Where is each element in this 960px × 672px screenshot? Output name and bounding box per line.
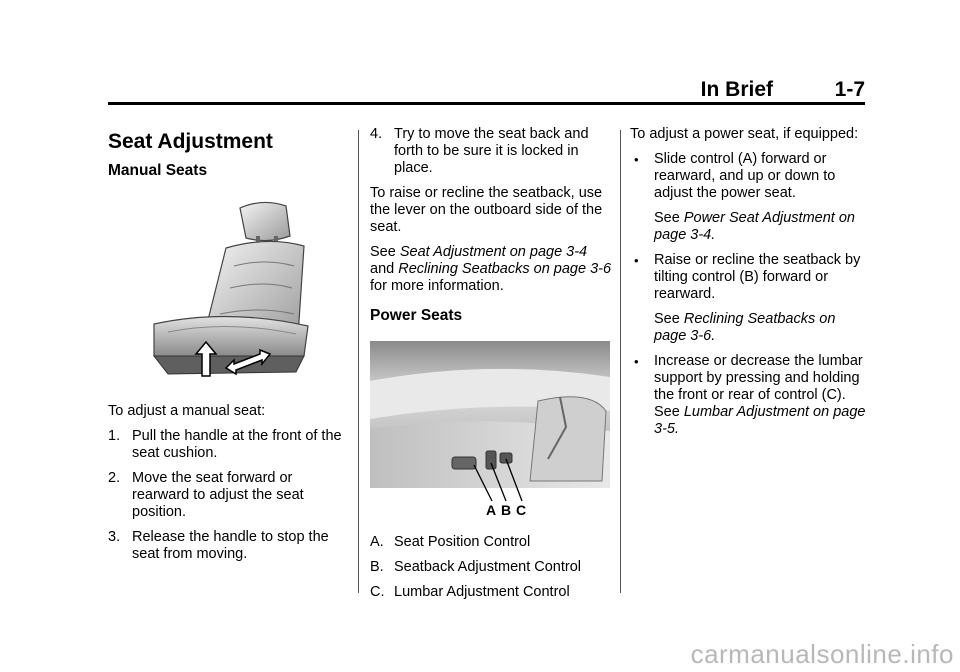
reference-link-reclining[interactable]: Reclining Seatbacks on page 3-6	[398, 261, 612, 277]
step-2	[108, 470, 348, 521]
bullet-lumbar-control	[630, 353, 868, 438]
column-divider-2	[620, 130, 621, 593]
page-header	[108, 78, 865, 102]
step-number: 4.	[370, 126, 383, 142]
caption-text: Seatback Adjustment Control	[394, 559, 581, 575]
manual-intro: To adjust a manual seat:	[108, 403, 266, 419]
bullet-reference	[630, 311, 868, 345]
caption-b	[370, 559, 612, 576]
header-rule	[108, 102, 865, 105]
section-title: In Brief	[700, 78, 773, 101]
caption-letter: C.	[370, 584, 385, 600]
watermark: carmanualsonline.info	[690, 639, 954, 669]
manual-seats-heading: Manual Seats	[108, 162, 208, 179]
recline-text: To raise or recline the seatback, use the lever on the outboard side of the seat.	[370, 185, 603, 235]
step-text: Release the handle to stop the seat from moving.	[132, 529, 329, 562]
bullet-text: Raise or recline the seatback by tilting control (B) forward or rearward.	[654, 252, 861, 302]
reference-link-seat-adjustment[interactable]: Seat Adjustment on page 3-4	[399, 244, 588, 260]
caption-c	[370, 584, 612, 601]
reference-link-reclining-seatbacks[interactable]: Reclining Seatbacks on page 3-6.	[654, 311, 836, 344]
bullet-slide-control	[630, 151, 868, 202]
step-number: 1.	[108, 428, 121, 444]
bullet-glyph: •	[634, 152, 639, 167]
see-label: See	[654, 311, 680, 327]
caption-letter: A.	[370, 534, 384, 550]
column-divider-1	[358, 130, 359, 593]
and-label: and	[370, 261, 395, 277]
caption-letter: B.	[370, 559, 384, 575]
figure-label-c: C	[516, 502, 527, 518]
step-1	[108, 428, 348, 462]
column-3	[630, 118, 868, 446]
see-label: See	[654, 210, 680, 226]
step-text: Move the seat forward or rearward to adjust the seat position.	[132, 470, 304, 520]
reference-link-power-seat-adjustment[interactable]: Power Seat Adjustment on page 3-4.	[654, 210, 855, 243]
power-intro: To adjust a power seat, if equipped:	[630, 126, 859, 142]
power-seat-controls-illustration	[370, 341, 610, 519]
bullet-glyph: •	[634, 253, 639, 268]
figure-label-a: A	[486, 502, 497, 518]
reference-link-lumbar-adjustment[interactable]: Lumbar Adjustment on page 3-5.	[654, 404, 866, 437]
caption-text: Seat Position Control	[394, 534, 531, 550]
bullet-text: Increase or decrease the lumbar support by pressing and holding the front or rear of control (C).	[654, 353, 863, 403]
figure-label-b: B	[501, 502, 512, 518]
step-text: Pull the handle at the front of the seat cushion.	[132, 428, 342, 461]
step-number: 2.	[108, 470, 121, 486]
manual-seat-illustration	[108, 196, 348, 386]
column-2	[370, 118, 612, 609]
bullet-text: Slide control (A) forward or rearward, and up or down to adjust the power seat.	[654, 151, 836, 201]
step-number: 3.	[108, 529, 121, 545]
step-text: Try to move the seat back and forth to be sure it is locked in place.	[394, 126, 589, 176]
seat-adjustment-heading: Seat Adjustment	[108, 130, 273, 153]
step-3	[108, 529, 348, 563]
bullet-glyph: •	[634, 354, 639, 369]
power-seats-heading: Power Seats	[370, 307, 463, 324]
caption-a	[370, 534, 612, 551]
reference-paragraph	[370, 244, 612, 295]
caption-text: Lumbar Adjustment Control	[394, 584, 570, 600]
more-info-label: for more information.	[370, 278, 504, 294]
bullet-recline-control	[630, 252, 868, 303]
see-label: See	[370, 244, 396, 260]
see-label: See	[654, 404, 680, 420]
column-1	[108, 118, 348, 571]
bullet-reference	[630, 210, 868, 244]
step-4	[370, 126, 612, 177]
page-number: 1-7	[834, 78, 865, 101]
